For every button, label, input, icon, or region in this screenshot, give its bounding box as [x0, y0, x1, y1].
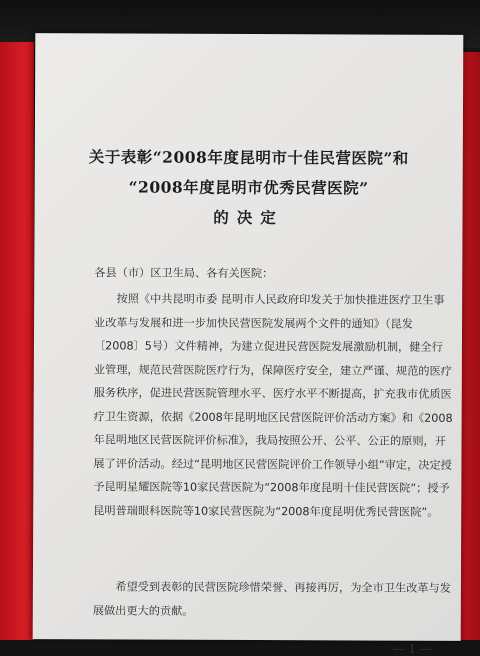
body-paragraph-2: 希望受到表彰的民营医院珍惜荣誉、再接再厉，为全市卫生改革与发展做出更大的贡献。 — [92, 580, 451, 618]
document-title-line-2: “2008年度昆明市优秀民营医院” — [128, 177, 369, 198]
salutation: 各县（市）区卫生局、各有关医院： — [94, 266, 274, 281]
body-paragraph-1: 按照《中共昆明市委 昆明市人民政府印发关于加快推进医疗卫生事业改革与发展和进一步加快民营医院发展两个文件的通知》（昆发〔2008〕5号）文件精神，为建立促进民营医院发展激励机制，健全行业管理，规范民营医院医疗行为，保障医疗安全，建立严谨、规范的医疗服务秩序，促进民营医院管理水平、医疗水平不断提高，扩充我市优质医疗卫生资源，依据《2008年昆明地区民营医院评价活动方案》和《2008年昆明地区民营医院评价标准》，我局按照公开、公平、公正的原则，开展了评价活动。经过“昆明地区民营医院评价工作领导小组”审定，决定授予昆明星耀医院等10家民营医院为“2008年度昆明十佳民营医院”；授予昆明普瑞眼科医院等10家民营医院为“2008年度昆明优秀民营医院”。 — [93, 292, 453, 519]
document-page — [33, 33, 464, 656]
page-number: — 1 — — [392, 641, 432, 656]
red-folder-cover-left — [0, 42, 34, 640]
document-title-line-1: 关于表彰“2008年度昆明市十佳民营医院”和 — [88, 147, 409, 168]
document-title-line-3: 的决定 — [213, 207, 284, 228]
